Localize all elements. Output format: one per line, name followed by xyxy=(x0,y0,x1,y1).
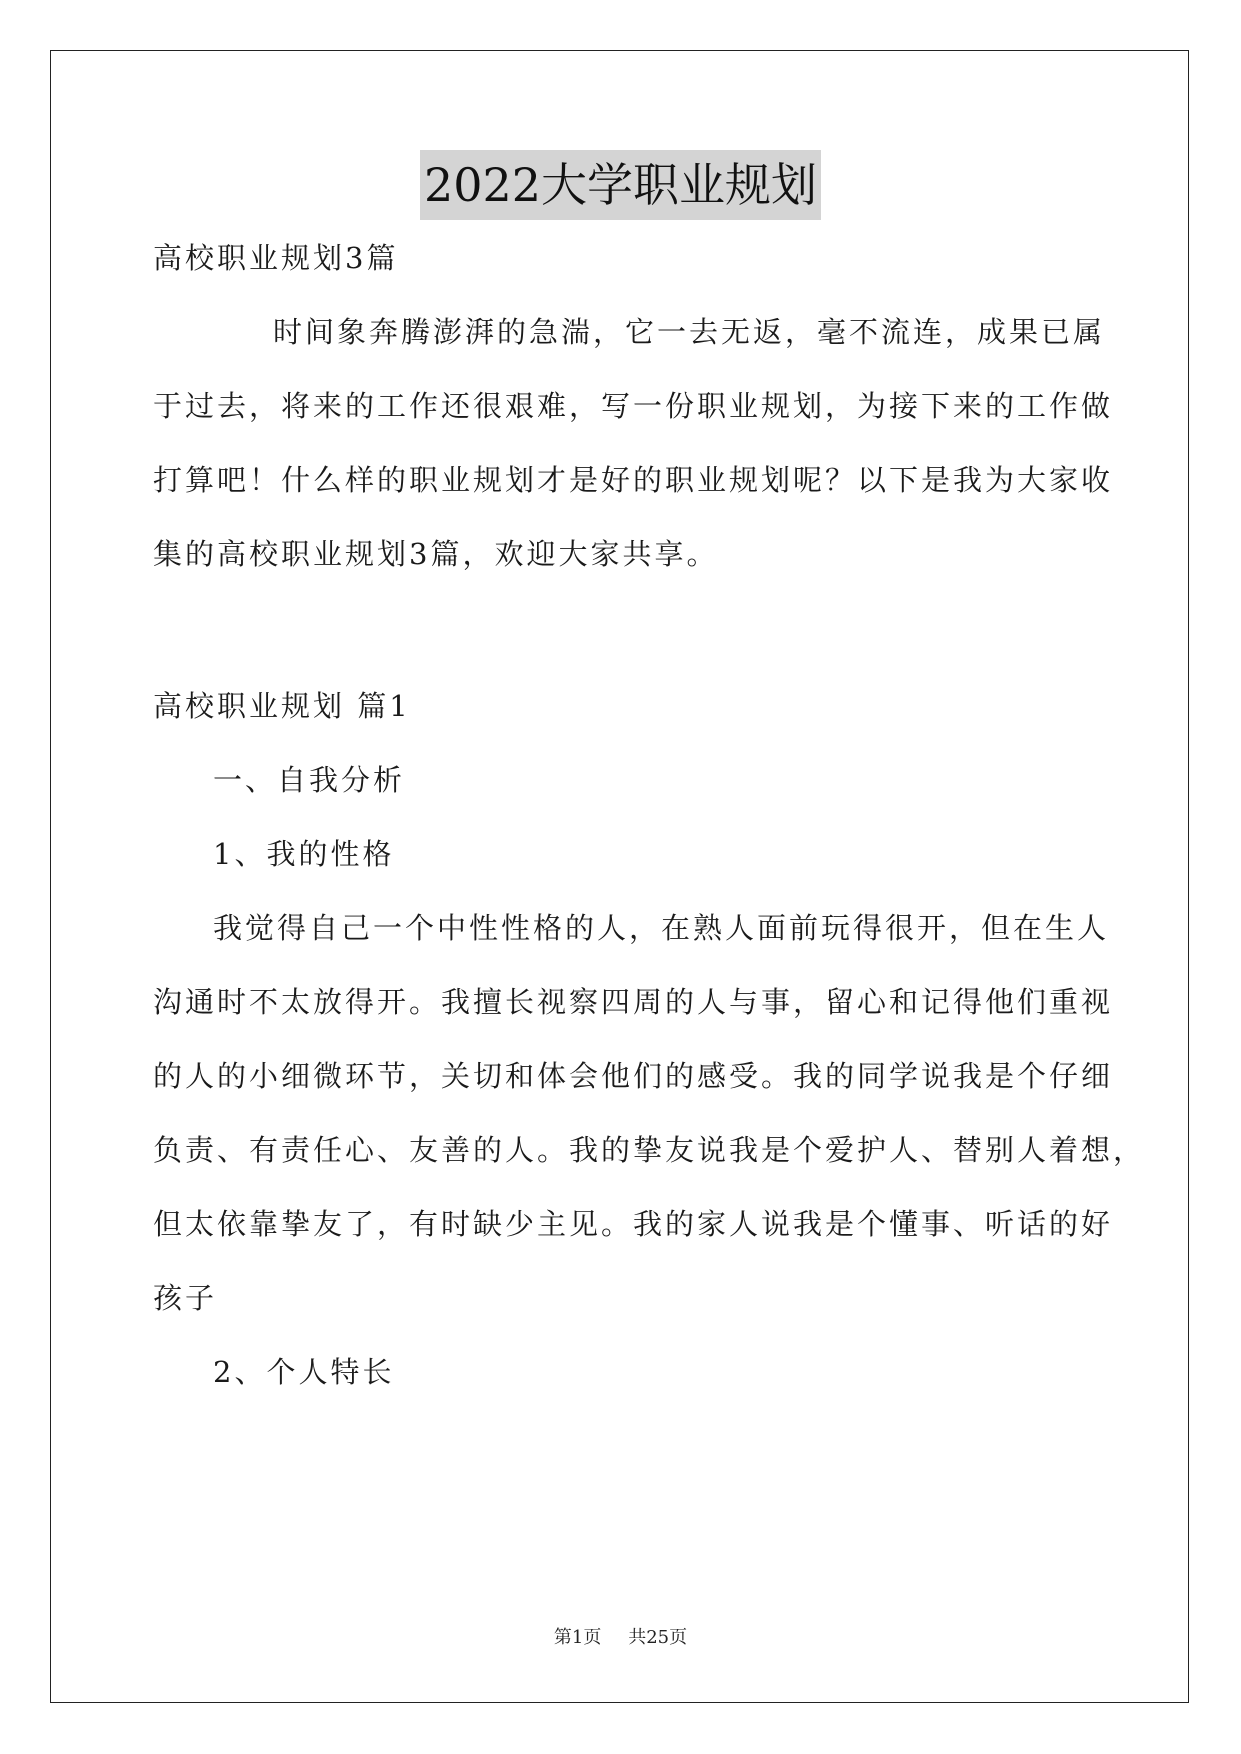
document-subtitle: 高校职业规划3篇 xyxy=(153,241,399,275)
heading-specialty: 2、个人特长 xyxy=(213,1355,395,1389)
body-line-2: 沟通时不太放得开。我擅长视察四周的人与事，留心和记得他们重视 xyxy=(153,985,1114,1019)
intro-line-3: 打算吧！什么样的职业规划才是好的职业规划呢？以下是我为大家收 xyxy=(153,463,1114,497)
body-line-3: 的人的小细微环节，关切和体会他们的感受。我的同学说我是个仔细 xyxy=(153,1059,1114,1093)
document-title: 2022大学职业规划 xyxy=(420,150,821,220)
heading-personality: 1、我的性格 xyxy=(213,837,395,871)
section-title: 高校职业规划 篇1 xyxy=(153,689,411,723)
title-container xyxy=(0,150,1241,220)
page-border xyxy=(50,50,1189,1703)
body-line-6: 孩子 xyxy=(153,1281,218,1315)
intro-line-2: 于过去，将来的工作还很艰难，写一份职业规划，为接下来的工作做 xyxy=(153,389,1114,423)
page-number: 第1页 xyxy=(553,1627,602,1648)
body-line-5: 但太依靠挚友了，有时缺少主见。我的家人说我是个懂事、听话的好 xyxy=(153,1207,1114,1241)
intro-line-1: 时间象奔腾澎湃的急湍，它一去无返，毫不流连，成果已属 xyxy=(273,315,1106,349)
intro-line-4: 集的高校职业规划3篇，欢迎大家共享。 xyxy=(153,537,719,571)
total-pages: 共25页 xyxy=(628,1627,688,1648)
heading-self-analysis: 一、自我分析 xyxy=(213,763,406,797)
page-footer xyxy=(0,1623,1241,1649)
body-line-4: 负责、有责任心、友善的人。我的挚友说我是个爱护人、替别人着想， xyxy=(153,1133,1146,1167)
body-line-1: 我觉得自己一个中性性格的人，在熟人面前玩得很开，但在生人 xyxy=(213,911,1110,945)
